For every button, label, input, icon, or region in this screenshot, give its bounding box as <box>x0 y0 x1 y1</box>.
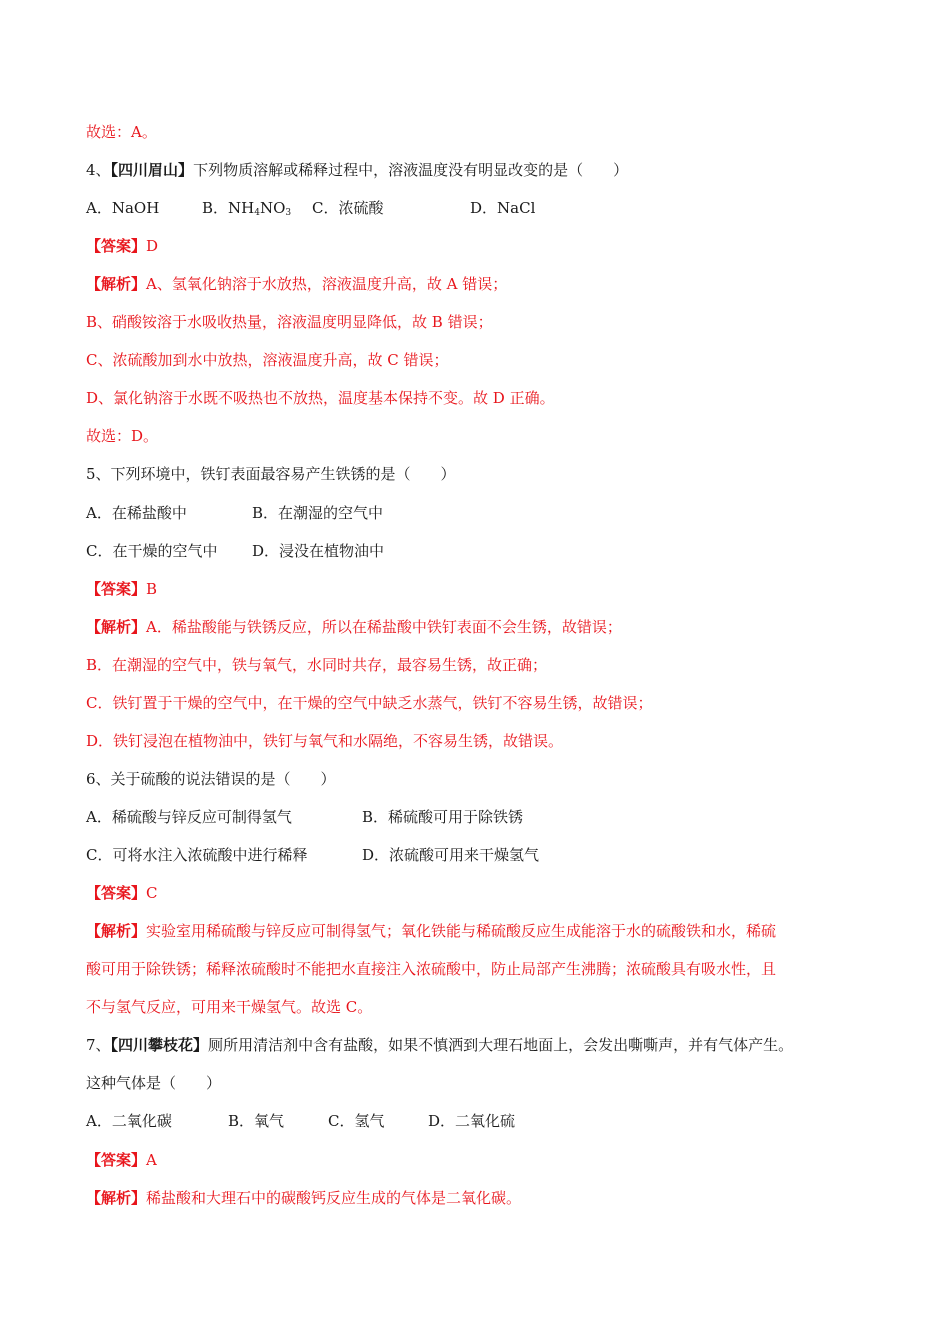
option-b: B．氧气 <box>228 1112 285 1130</box>
question-4-options <box>86 198 535 223</box>
question-7-continued <box>86 1073 221 1093</box>
question-5 <box>86 464 456 484</box>
answer-value: B <box>146 580 158 598</box>
option-b: B．稀硫酸可用于除铁锈 <box>362 808 524 826</box>
question-5-options-row2 <box>86 541 384 561</box>
option-c: C．可将水注入浓硫酸中进行稀释 <box>86 846 308 864</box>
option-d: D．浸没在植物油中 <box>252 542 385 560</box>
text: D．铁钉浸泡在植物油中，铁钉与氧气和水隔绝，不容易生锈，故错误。 <box>86 732 564 750</box>
text: B、硝酸铵溶于水吸收热量，溶液温度明显降低，故 B 错误； <box>86 313 493 331</box>
question-6-options-row2 <box>86 845 539 865</box>
explanation-label: 【解析】 <box>86 1189 147 1207</box>
question-6-options-row1 <box>86 807 523 827</box>
text: C．铁钉置于干燥的空气中，在干燥的空气中缺乏水蒸气，铁钉不容易生锈，故错误； <box>86 694 653 712</box>
question-6-explanation <box>86 921 776 941</box>
question-4 <box>86 160 628 180</box>
question-7-answer <box>86 1150 157 1170</box>
question-5-explanation <box>86 617 622 637</box>
explanation-text: 实验室用稀硫酸与锌反应可制得氢气；氧化铁能与稀硫酸反应生成能溶于水的硫酸铁和水，稀硫 <box>146 922 777 940</box>
option-a: A．二氧化碳 <box>86 1112 172 1130</box>
text: 酸可用于除铁锈；稀释浓硫酸时不能把水直接注入浓硫酸中，防止局部产生沸腾；浓硫酸具有吸水性，且 <box>86 960 777 978</box>
option-a: A．稀硫酸与锌反应可制得氢气 <box>86 808 292 826</box>
question-7 <box>86 1035 793 1055</box>
explanation-line <box>86 426 158 446</box>
text: D、氯化钠溶于水既不吸热也不放热，温度基本保持不变。故 D 正确。 <box>86 389 555 407</box>
question-7-options <box>86 1111 515 1131</box>
option-b-text-2: NO <box>259 199 286 217</box>
option-c: C．在干燥的空气中 <box>86 542 218 560</box>
option-b-text: B．NH <box>202 199 255 217</box>
option-a: A．在稀盐酸中 <box>86 504 187 522</box>
prev-answer-conclusion <box>86 122 157 142</box>
text: B．在潮湿的空气中，铁与氧气，水同时共存，最容易生锈，故正确； <box>86 656 548 674</box>
explanation-label: 【解析】 <box>86 922 147 940</box>
explanation-line <box>86 350 449 370</box>
option-c: C．氢气 <box>328 1112 385 1130</box>
question-source: 【四川攀枝花】 <box>110 1036 209 1054</box>
question-text: 5、下列环境中，铁钉表面最容易产生铁锈的是（ ） <box>86 465 456 483</box>
question-text: 厕所用清洁剂中含有盐酸，如果不慎洒到大理石地面上，会发出嘶嘶声，并有气体产生。 <box>208 1036 794 1054</box>
text: C、浓硫酸加到水中放热，溶液温度升高，故 C 错误； <box>86 351 449 369</box>
answer-label: 【答案】 <box>86 580 147 598</box>
explanation-line <box>86 388 555 408</box>
explanation-text: A．稀盐酸能与铁锈反应，所以在稀盐酸中铁钉表面不会生锈，故错误； <box>146 618 622 636</box>
explanation-line <box>86 655 547 675</box>
option-d: D．二氧化硫 <box>428 1112 516 1130</box>
explanation-line <box>86 959 776 979</box>
question-4-explanation <box>86 274 507 294</box>
subscript: 3 <box>285 208 292 218</box>
question-7-explanation <box>86 1188 521 1208</box>
question-6 <box>86 769 336 789</box>
answer-value: D <box>146 237 159 255</box>
explanation-text: 稀盐酸和大理石中的碳酸钙反应生成的气体是二氧化碳。 <box>146 1189 522 1207</box>
question-number: 4、 <box>86 161 111 179</box>
option-a: A．NaOH <box>86 199 160 217</box>
answer-value: C <box>146 884 158 902</box>
answer-label: 【答案】 <box>86 237 147 255</box>
explanation-line <box>86 693 652 713</box>
question-text: 这种气体是（ ） <box>86 1074 222 1092</box>
question-number: 7、 <box>86 1036 111 1054</box>
subscript: 4 <box>254 208 260 218</box>
option-b <box>202 198 312 223</box>
option-d: D．浓硫酸可用来干燥氢气 <box>362 846 540 864</box>
option-c: C．浓硫酸 <box>312 199 384 217</box>
explanation-line <box>86 731 563 751</box>
question-text: 6、关于硫酸的说法错误的是（ ） <box>86 770 336 788</box>
question-5-answer <box>86 579 157 599</box>
answer-value: A <box>146 1151 157 1169</box>
answer-label: 【答案】 <box>86 1151 147 1169</box>
answer-label: 【答案】 <box>86 884 147 902</box>
explanation-label: 【解析】 <box>86 275 147 293</box>
option-b: B．在潮湿的空气中 <box>252 504 384 522</box>
text: 故选：A。 <box>86 123 157 141</box>
explanation-label: 【解析】 <box>86 618 147 636</box>
explanation-line <box>86 997 372 1017</box>
explanation-text: A、氢氧化钠溶于水放热，溶液温度升高，故 A 错误； <box>146 275 508 293</box>
question-source: 【四川眉山】 <box>110 161 194 179</box>
question-6-answer <box>86 883 158 903</box>
option-d: D．NaCl <box>470 199 536 217</box>
explanation-line <box>86 312 493 332</box>
question-5-options-row1 <box>86 503 383 523</box>
question-4-answer <box>86 236 158 256</box>
question-text: 下列物质溶解或稀释过程中，溶液温度没有明显改变的是（ ） <box>193 161 629 179</box>
text: 故选：D。 <box>86 427 159 445</box>
text: 不与氢气反应，可用来干燥氢气。故选 C。 <box>86 998 373 1016</box>
